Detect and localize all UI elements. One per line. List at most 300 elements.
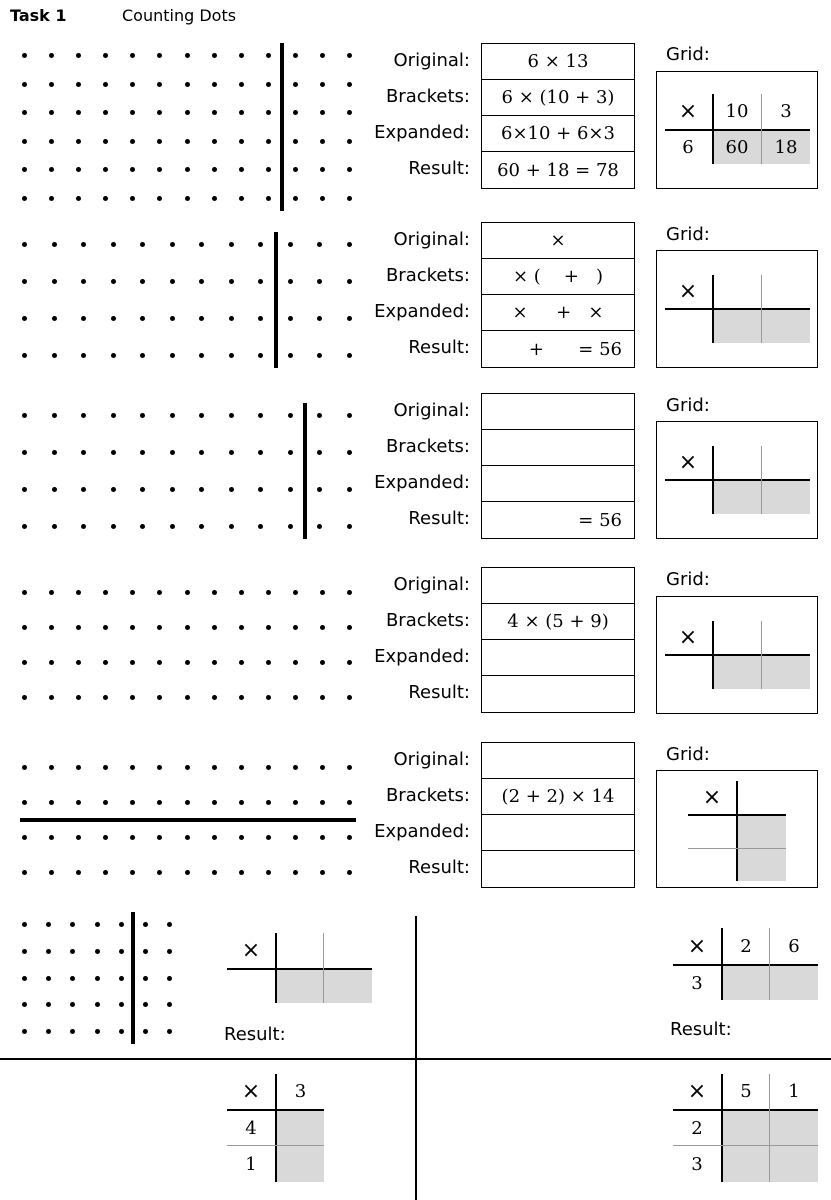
times-symbol: × (687, 933, 707, 959)
dot (22, 765, 27, 770)
dot-array-5 (22, 765, 352, 875)
dot (22, 110, 27, 115)
dot (293, 53, 298, 58)
result-label: Result: (670, 1019, 732, 1040)
original-field[interactable] (482, 394, 634, 430)
expanded-field[interactable] (482, 640, 634, 676)
multiplication-grid (665, 275, 810, 343)
dot (293, 660, 298, 665)
dot (239, 53, 244, 58)
dot (103, 800, 108, 805)
dot (46, 976, 51, 981)
dot (293, 167, 298, 172)
dot (49, 870, 54, 875)
dot (347, 765, 352, 770)
dot (22, 870, 27, 875)
dot (266, 765, 271, 770)
dot (239, 139, 244, 144)
dot (49, 660, 54, 665)
dot (212, 139, 217, 144)
dot (293, 139, 298, 144)
dot (185, 870, 190, 875)
dot (111, 316, 116, 321)
dot (95, 976, 100, 981)
dot (111, 279, 116, 284)
split-line (20, 818, 356, 822)
dot (157, 167, 162, 172)
grid-box-2 (656, 250, 818, 368)
dot (317, 279, 322, 284)
dot (199, 242, 204, 247)
times-symbol: × (241, 938, 261, 963)
dot (130, 835, 135, 840)
dot (170, 353, 175, 358)
dot (52, 316, 57, 321)
dot (185, 660, 190, 665)
label-original: Original: (393, 50, 470, 71)
dot (103, 167, 108, 172)
dot (76, 835, 81, 840)
dot (320, 196, 325, 201)
split-line (274, 232, 278, 368)
dot (212, 625, 217, 630)
result-field[interactable] (482, 851, 634, 887)
dot (293, 110, 298, 115)
label-expanded: Expanded: (374, 472, 470, 493)
dot (347, 53, 352, 58)
dot (258, 524, 263, 529)
grid-cell[interactable]: 60 (725, 137, 749, 158)
dot (22, 1002, 27, 1007)
dot (130, 82, 135, 87)
dot (140, 316, 145, 321)
dot (293, 625, 298, 630)
dot (293, 835, 298, 840)
dot (119, 976, 124, 981)
dot (49, 82, 54, 87)
dot (347, 450, 352, 455)
dot (258, 316, 263, 321)
row-header: 6 (682, 137, 694, 158)
dot (293, 870, 298, 875)
dot (320, 53, 325, 58)
multiplication-grid (688, 781, 786, 881)
times-symbol: × (241, 1079, 261, 1104)
dot (76, 695, 81, 700)
dot (52, 279, 57, 284)
dot (266, 625, 271, 630)
dot (103, 53, 108, 58)
dot (320, 590, 325, 595)
dot (347, 870, 352, 875)
dot (130, 800, 135, 805)
dot (320, 870, 325, 875)
dot (49, 110, 54, 115)
dot (22, 487, 27, 492)
label-brackets: Brackets: (385, 610, 470, 631)
multiplication-grid-9 (673, 1074, 818, 1182)
dot (22, 590, 27, 595)
dot (347, 835, 352, 840)
multiplication-grid (665, 621, 810, 689)
dot (22, 82, 27, 87)
dot (140, 353, 145, 358)
dot (317, 524, 322, 529)
dot (266, 800, 271, 805)
label-result: Result: (408, 857, 470, 878)
dot (258, 279, 263, 284)
grid-label: Grid: (666, 44, 710, 65)
dot (258, 450, 263, 455)
horizontal-divider (0, 1058, 831, 1060)
dot (81, 450, 86, 455)
dot (320, 695, 325, 700)
dot (52, 524, 57, 529)
dot (239, 765, 244, 770)
equation-box-1 (481, 43, 635, 189)
dot (140, 450, 145, 455)
dot (266, 695, 271, 700)
multiplication-grid-6 (227, 933, 372, 1003)
dot (95, 1029, 100, 1034)
dot (130, 870, 135, 875)
dot (49, 765, 54, 770)
dot (320, 660, 325, 665)
dot (212, 870, 217, 875)
dot (130, 695, 135, 700)
result-field[interactable]: + = 56 (528, 338, 622, 360)
dot (288, 353, 293, 358)
expanded-field[interactable]: × + × (482, 295, 634, 331)
dot (288, 413, 293, 418)
times-symbol: × (678, 279, 698, 304)
dot (170, 316, 175, 321)
dot (229, 487, 234, 492)
original-field[interactable] (482, 743, 634, 779)
dot (22, 242, 27, 247)
dot (157, 660, 162, 665)
label-result: Result: (408, 508, 470, 529)
dot (288, 450, 293, 455)
dot (239, 590, 244, 595)
dot (49, 695, 54, 700)
dot (317, 450, 322, 455)
dot (130, 196, 135, 201)
dot (76, 167, 81, 172)
dot (143, 949, 148, 954)
dot (185, 53, 190, 58)
expanded-field[interactable] (482, 815, 634, 851)
row-labels-5 (370, 743, 470, 887)
expanded-field[interactable]: 6×10 + 6×3 (482, 116, 634, 152)
dot (239, 695, 244, 700)
grid-label: Grid: (666, 744, 710, 765)
dot (22, 695, 27, 700)
dot (320, 110, 325, 115)
dot (185, 139, 190, 144)
dot (347, 167, 352, 172)
dot (167, 976, 172, 981)
dot (185, 800, 190, 805)
dot (170, 242, 175, 247)
dot (212, 765, 217, 770)
dot (52, 353, 57, 358)
dot (52, 450, 57, 455)
dot (76, 765, 81, 770)
split-line (303, 403, 307, 539)
task-title: Counting Dots (122, 6, 237, 25)
dot (288, 316, 293, 321)
dot (49, 139, 54, 144)
dot (185, 625, 190, 630)
label-expanded: Expanded: (374, 122, 470, 143)
dot (157, 835, 162, 840)
equation-box-4 (481, 567, 635, 713)
col-header: 6 (788, 935, 800, 957)
dot (266, 53, 271, 58)
equation-box-2 (481, 222, 635, 368)
dot (143, 1002, 148, 1007)
dot (76, 590, 81, 595)
col-header: 5 (740, 1081, 752, 1102)
dot (185, 835, 190, 840)
dot (22, 450, 27, 455)
grid-cell[interactable]: 18 (774, 137, 798, 158)
grid-label: Grid: (666, 395, 710, 416)
dot (81, 353, 86, 358)
dot (320, 625, 325, 630)
dot (239, 167, 244, 172)
dot (288, 524, 293, 529)
dot (212, 800, 217, 805)
dot (157, 53, 162, 58)
dot (347, 110, 352, 115)
equation-box-3 (481, 393, 635, 539)
dot (347, 279, 352, 284)
dot (229, 450, 234, 455)
dot (167, 922, 172, 927)
dot (70, 1002, 75, 1007)
dot (347, 487, 352, 492)
original-field[interactable] (482, 568, 634, 604)
dot (157, 695, 162, 700)
row-header: 1 (245, 1153, 257, 1175)
dot (76, 800, 81, 805)
split-line (280, 43, 284, 211)
dot (130, 110, 135, 115)
dot (49, 196, 54, 201)
dot (258, 242, 263, 247)
dot (49, 53, 54, 58)
dot-array-3 (22, 413, 352, 529)
times-symbol: × (687, 1079, 707, 1104)
dot (212, 590, 217, 595)
dot (49, 800, 54, 805)
dot (317, 242, 322, 247)
dot (288, 487, 293, 492)
dot (95, 949, 100, 954)
dot (229, 413, 234, 418)
original-field[interactable]: 6 × 13 (482, 44, 634, 80)
dot (103, 82, 108, 87)
label-result: Result: (408, 158, 470, 179)
task-number: Task 1 (10, 6, 67, 25)
dot (266, 590, 271, 595)
label-expanded: Expanded: (374, 646, 470, 667)
label-expanded: Expanded: (374, 301, 470, 322)
row-header: 3 (691, 972, 703, 994)
dot (95, 1002, 100, 1007)
label-original: Original: (393, 749, 470, 770)
dot (170, 279, 175, 284)
dot (70, 949, 75, 954)
dot (76, 660, 81, 665)
dot (266, 82, 271, 87)
dot (199, 487, 204, 492)
dot (288, 279, 293, 284)
dot (170, 450, 175, 455)
dot (317, 413, 322, 418)
dot (76, 82, 81, 87)
original-field[interactable]: × (482, 223, 634, 259)
dot (347, 82, 352, 87)
dot (157, 590, 162, 595)
dot (143, 1029, 148, 1034)
dot (229, 242, 234, 247)
dot (212, 196, 217, 201)
dot (293, 800, 298, 805)
dot (140, 279, 145, 284)
dot (22, 1029, 27, 1034)
dot (157, 625, 162, 630)
dot (22, 524, 27, 529)
dot (157, 82, 162, 87)
dot (22, 279, 27, 284)
dot (76, 196, 81, 201)
dot (22, 976, 27, 981)
dot-array-1 (22, 53, 352, 201)
brackets-field[interactable]: 6 × (10 + 3) (482, 80, 634, 116)
dot (288, 242, 293, 247)
dot (229, 524, 234, 529)
dot (320, 835, 325, 840)
dot (199, 316, 204, 321)
dot (258, 413, 263, 418)
brackets-field[interactable]: (2 + 2) × 14 (482, 779, 634, 815)
dot (49, 167, 54, 172)
dot (22, 800, 27, 805)
dot (266, 660, 271, 665)
dot (140, 413, 145, 418)
grid-box-1 (656, 71, 818, 189)
dot (347, 139, 352, 144)
dot (52, 487, 57, 492)
dot (266, 870, 271, 875)
dot (22, 167, 27, 172)
dot (212, 167, 217, 172)
brackets-field[interactable] (482, 430, 634, 466)
dot (170, 487, 175, 492)
dot (103, 110, 108, 115)
dot (212, 53, 217, 58)
col-header: 3 (780, 101, 792, 122)
dot (119, 1002, 124, 1007)
dot (52, 413, 57, 418)
dot (199, 413, 204, 418)
dot (293, 82, 298, 87)
dot (185, 590, 190, 595)
dot (199, 524, 204, 529)
dot (119, 1029, 124, 1034)
multiplication-grid-8 (227, 1074, 324, 1182)
dot (212, 110, 217, 115)
row-labels-1 (370, 44, 470, 188)
dot (81, 316, 86, 321)
label-brackets: Brackets: (385, 86, 470, 107)
dot (22, 353, 27, 358)
times-symbol: × (702, 785, 722, 810)
dot (46, 1029, 51, 1034)
dot (81, 487, 86, 492)
split-line (131, 912, 135, 1044)
dot (293, 590, 298, 595)
brackets-field[interactable]: 4 × (5 + 9) (482, 604, 634, 640)
result-field[interactable]: 60 + 18 = 78 (497, 159, 619, 181)
dot (119, 922, 124, 927)
dot (76, 625, 81, 630)
dot (320, 167, 325, 172)
dot (70, 922, 75, 927)
dot (157, 196, 162, 201)
dot (185, 196, 190, 201)
dot (185, 765, 190, 770)
multiplication-grid-7 (673, 928, 818, 1000)
dot (103, 870, 108, 875)
row-labels-3 (370, 394, 470, 538)
expanded-field[interactable] (482, 466, 634, 502)
dot (347, 524, 352, 529)
result-field[interactable]: = 56 (578, 509, 622, 531)
dot (293, 765, 298, 770)
dot (130, 53, 135, 58)
dot (22, 316, 27, 321)
result-field[interactable] (482, 676, 634, 712)
dot (347, 625, 352, 630)
brackets-field[interactable]: × ( + ) (482, 259, 634, 295)
label-result: Result: (408, 682, 470, 703)
dot (70, 1029, 75, 1034)
dot (81, 279, 86, 284)
dot (46, 949, 51, 954)
dot (266, 110, 271, 115)
dot (167, 949, 172, 954)
dot (347, 800, 352, 805)
times-symbol: × (678, 450, 698, 475)
dot (157, 800, 162, 805)
row-header: 4 (245, 1117, 257, 1139)
dot (130, 139, 135, 144)
times-symbol: × (678, 625, 698, 650)
dot (239, 660, 244, 665)
multiplication-grid (665, 446, 810, 514)
result-label: Result: (224, 1024, 286, 1045)
dot (347, 196, 352, 201)
dot (212, 835, 217, 840)
dot (140, 524, 145, 529)
dot (22, 625, 27, 630)
dot (347, 660, 352, 665)
dot (22, 660, 27, 665)
